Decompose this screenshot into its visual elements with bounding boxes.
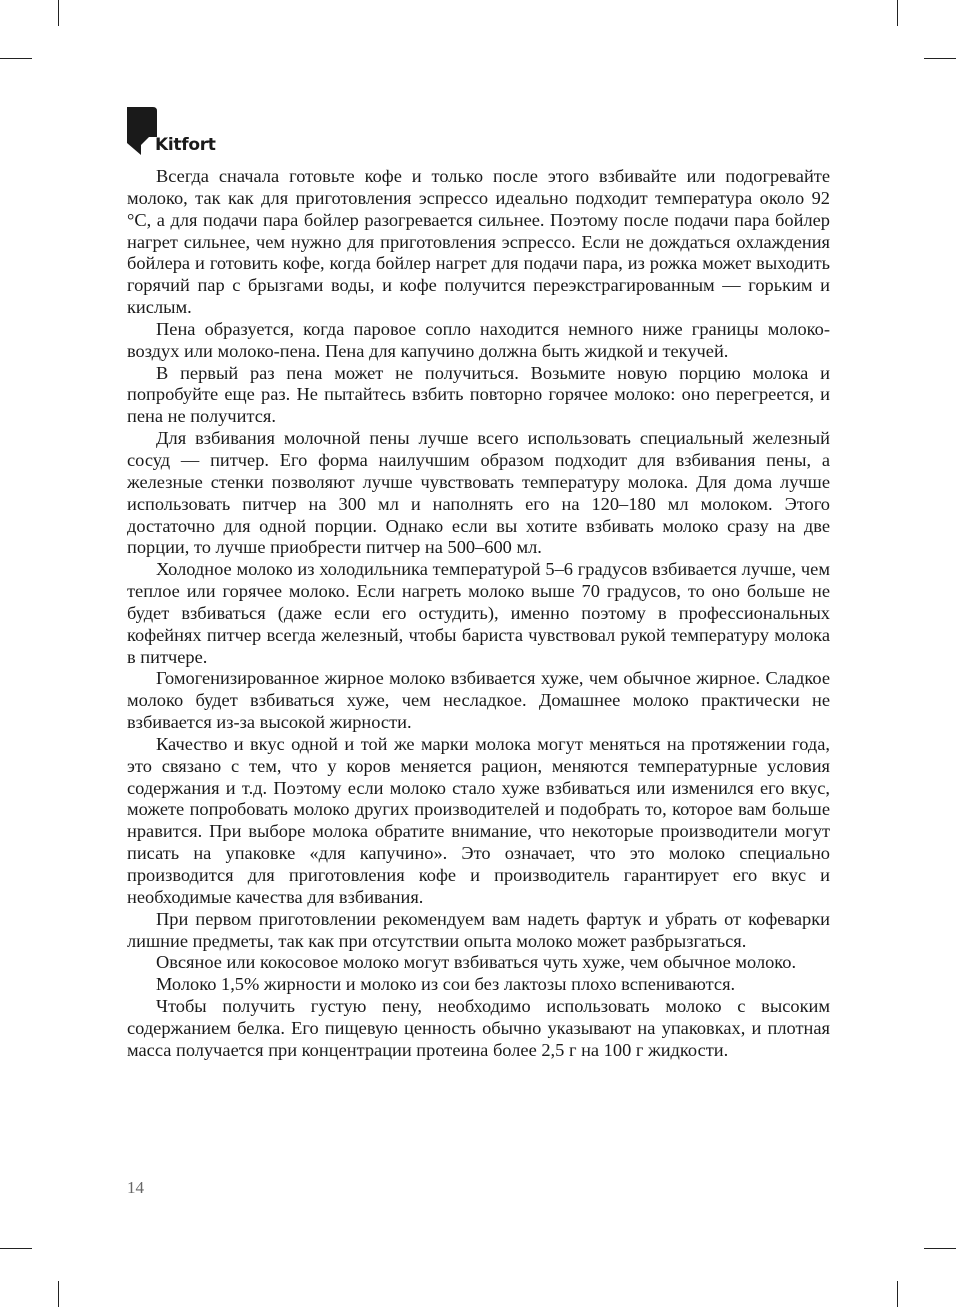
crop-mark [924, 58, 956, 59]
paragraph: Для взбивания молочной пены лучше всего использовать специальный железный сосуд — питчер. Его форма наилучшим образом подходит для взбивания пены, а железные стенки позволяют лучше чувствовать температуру молока. Для дома лучше использовать питчер на 300 мл и наполнять его на 120–180 мл молоком. Этого достаточно для одной порции. Однако если вы хотите взбивать молоко сразу на две порции, то лучше приобрести питчер на 500–600 мл. [127, 428, 830, 558]
crop-mark [897, 0, 898, 26]
paragraph: Чтобы получить густую пену, необходимо использовать молоко с высоким содержанием белка. Его пищевую ценность обычно указывают на упаковках, и плотная масса получается при концентрации протеина более 2,5 г на 100 г жидкости. [127, 996, 830, 1060]
crop-mark [0, 58, 32, 59]
brand-logo-icon [127, 107, 157, 157]
paragraph: При первом приготовлении рекомендуем вам надеть фартук и убрать от кофеварки лишние предметы, так как при отсутствии опыта молоко может разбрызгаться. [127, 908, 830, 951]
paragraph: Холодное молоко из холодильника температурой 5–6 градусов взбивается лучше, чем теплое или горячее молоко. Если нагреть молоко выше 70 градусов, то оно больше не будет взбиваться (даже если его остудить), именно поэтому в профессиональных кофейнях питчер всегда железный, чтобы бариста чувствовал рукой температуру молока в питчере. [127, 559, 830, 667]
crop-mark [58, 1281, 59, 1307]
crop-mark [897, 1281, 898, 1307]
brand-logo [127, 107, 237, 157]
paragraph: Пена образуется, когда паровое сопло находится немного ниже границы молоко-воздух или молоко-пена. Пена для капучино должна быть жидкой и текучей. [127, 318, 830, 361]
crop-mark [924, 1248, 956, 1249]
paragraph: Качество и вкус одной и той же марки молока могут меняться на протяжении года, это связано с тем, что у коров меняется рацион, меняются температурные условия содержания и т.д. Поэтому если молоко стало хуже взбиваться или изменился его вкус, можете попробовать молоко других производителей и подобрать то, которое вам больше нравится. При выборе молока обратите внимание, что некоторые производители могут писать на упаковке «для капучино». Это означает, что это молоко специально производится для приготовления кофе и производитель гарантирует его вкус и необходимые качества для взбивания. [127, 733, 830, 907]
page-number: 14 [127, 1178, 144, 1197]
paragraph: Овсяное или кокосовое молоко могут взбиваться чуть хуже, чем обычное молоко. [156, 952, 797, 973]
paragraph: Гомогенизированное жирное молоко взбивается хуже, чем обычное жирное. Сладкое молоко будет взбиваться хуже, чем несладкое. Домашнее молоко практически не взбивается из-за высокой жирности. [127, 668, 830, 733]
paragraph: Всегда сначала готовьте кофе и только после этого взбивайте или подогревайте молоко, так как для приготовления эспрессо идеально подходит температура около 92 °C, а для подачи пара бойлер разогревается сильнее. Поэтому после подачи пара бойлер нагрет сильнее, чем нужно для приготовления эспрессо. Если не дождаться охлаждения бойлера и готовить кофе, когда бойлер нагрет для подачи пара, из рожка может выходить горячий пар с брызгами воды, и кофе получится переэкстрагированным — горьким и кислым. [127, 166, 830, 318]
paragraph: В первый раз пена может не получиться. Возьмите новую порцию молока и попробуйте еще раз. Не пытайтесь взбить повторно горячее молоко: оно перегреется, и пена не получится. [127, 362, 830, 427]
document-body [127, 166, 830, 1062]
paragraph: Молоко 1,5% жирности и молоко из сои без лактозы плохо вспениваются. [156, 974, 736, 995]
brand-name: Kitfort [155, 135, 216, 155]
crop-mark [0, 1248, 32, 1249]
crop-mark [58, 0, 59, 26]
